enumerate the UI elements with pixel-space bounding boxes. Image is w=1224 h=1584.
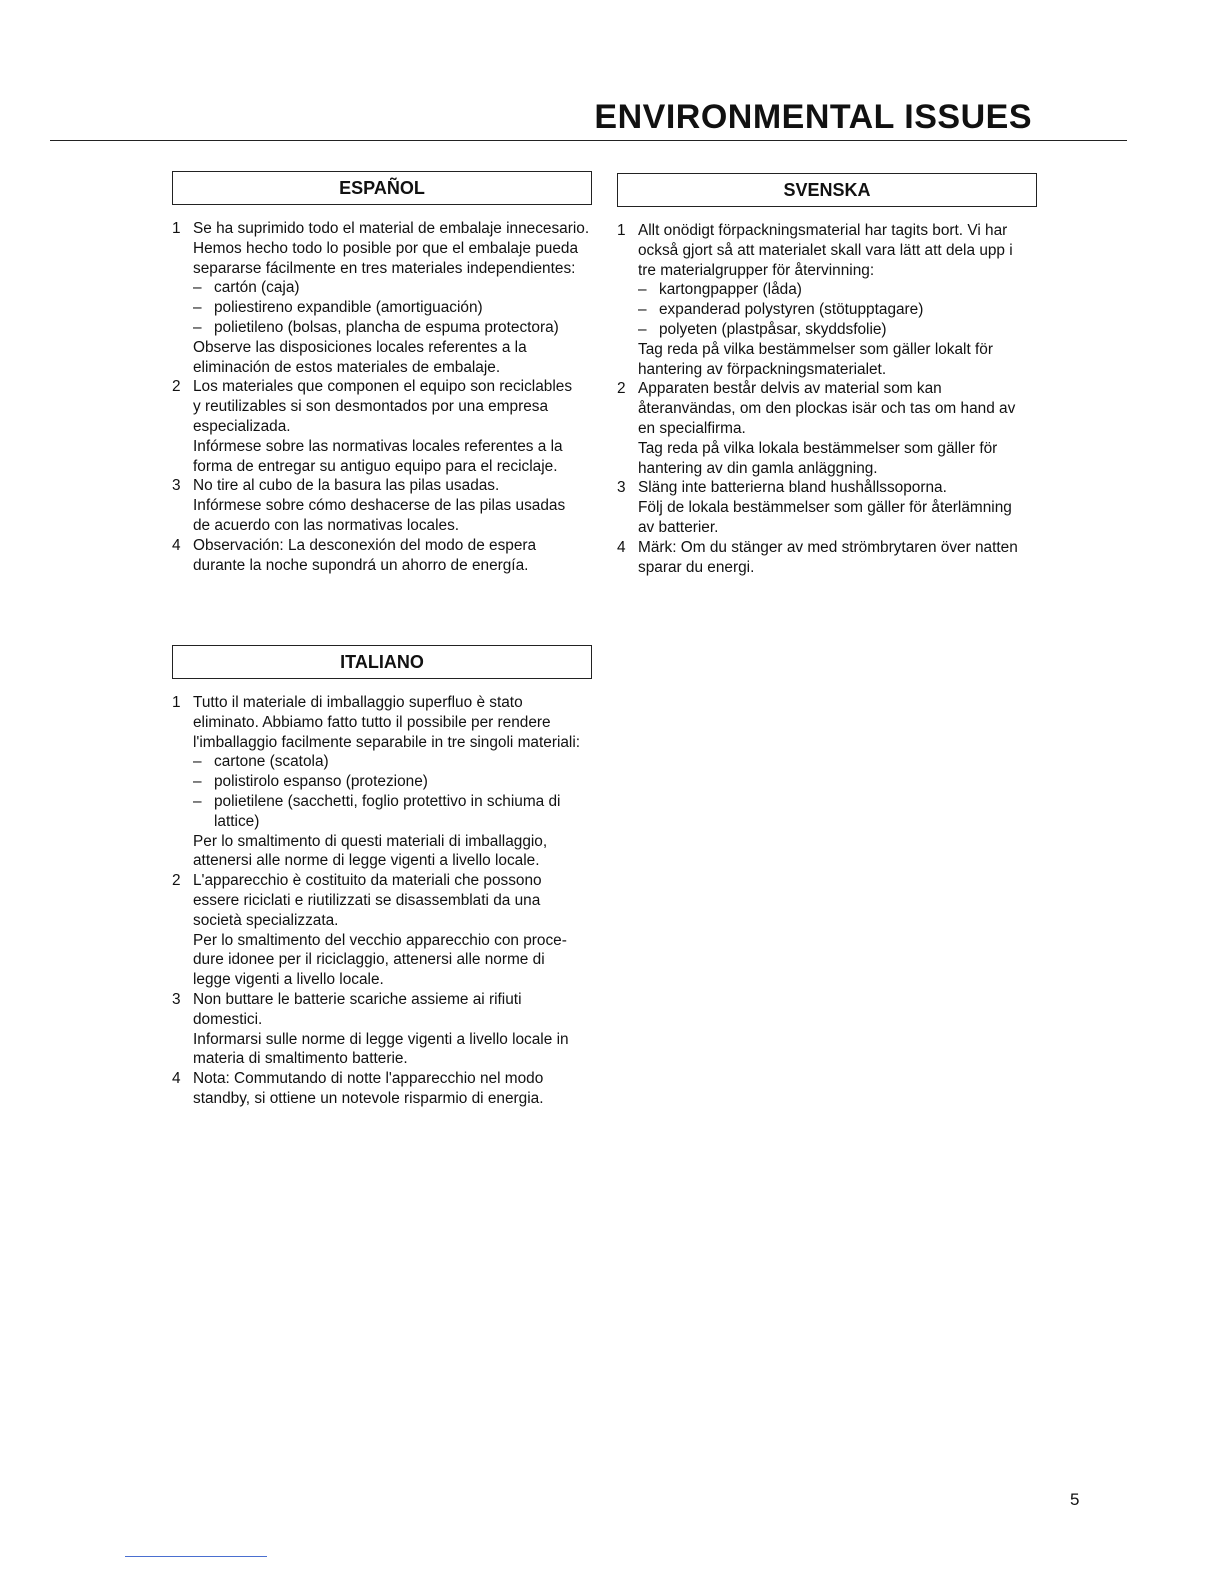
item-line: Per lo smaltimento del vecchio apparecchio con proce- xyxy=(193,931,567,949)
item-line: Informarsi sulle norme di legge vigenti a livello locale in xyxy=(193,1030,569,1048)
list-item xyxy=(172,990,592,1069)
dash-text: polietileno (bolsas, plancha de espuma protectora) xyxy=(214,318,559,336)
list-item xyxy=(617,538,1037,578)
item-number: 3 xyxy=(172,990,181,1008)
dash-text: poliestireno expandible (amortiguación) xyxy=(214,299,483,317)
section-svenska xyxy=(617,173,1037,577)
page-number: 5 xyxy=(1070,1490,1080,1509)
item-line: återanvändas, om den plockas isär och tas om hand av xyxy=(638,400,1016,418)
list-item xyxy=(172,871,592,990)
dash-text: kartongpapper (låda) xyxy=(659,281,802,299)
section-heading-svenska: SVENSKA xyxy=(617,173,1037,207)
item-line: Los materiales que componen el equipo son reciclables xyxy=(193,378,573,396)
item-line: standby, si ottiene un notevole risparmio di energia. xyxy=(193,1089,544,1107)
section-italiano xyxy=(172,645,592,1109)
item-line: sparar du energi. xyxy=(638,558,755,576)
dash-text: polyeten (plastpåsar, skyddsfolie) xyxy=(659,320,887,338)
item-line: Se ha suprimido todo el material de embalaje innecesario. xyxy=(193,220,590,237)
item-list xyxy=(617,221,1037,577)
item-line: en specialfirma. xyxy=(638,419,746,437)
dash-text: polistirolo espanso (protezione) xyxy=(214,773,428,791)
list-item xyxy=(617,221,1037,379)
dash-mark: – xyxy=(193,279,202,297)
item-number: 3 xyxy=(172,477,181,495)
dash-mark: – xyxy=(193,792,202,810)
item-line: l'imballaggio facilmente separabile in tre singoli materiali: xyxy=(193,733,581,751)
list-item xyxy=(617,379,1037,478)
page-title: ENVIRONMENTAL ISSUES xyxy=(594,98,1032,136)
dash-item xyxy=(638,320,1037,340)
item-number: 1 xyxy=(172,694,181,711)
item-body xyxy=(193,219,592,377)
item-line: Allt onödigt förpackningsmaterial har tagits bort. Vi har xyxy=(638,222,1008,239)
item-line: de acuerdo con las normativas locales. xyxy=(193,516,460,534)
item-line: Apparaten består delvis av material som kan xyxy=(638,380,942,398)
item-list xyxy=(172,219,592,575)
item-line: forma de entregar su antiguo equipo para el reciclaje. xyxy=(193,457,558,475)
item-line: eliminación de estos materiales de embalaje. xyxy=(193,358,501,376)
footer-rule xyxy=(125,1556,267,1557)
item-line: No tire al cubo de la basura las pilas usadas. xyxy=(193,477,500,495)
item-line: separarse fácilmente en tres materiales independientes: xyxy=(193,259,576,277)
dash-item xyxy=(193,298,592,318)
item-line: Följ de lokala bestämmelser som gäller för återlämning xyxy=(638,499,1012,517)
item-line: Observación: La desconexión del modo de espera xyxy=(193,536,537,554)
item-line: av batterier. xyxy=(638,518,719,536)
dash-text: cartone (scatola) xyxy=(214,753,329,771)
dash-item xyxy=(193,318,592,338)
list-item xyxy=(172,1069,592,1109)
dash-mark: – xyxy=(193,299,202,317)
item-line: tre materialgrupper för återvinning: xyxy=(638,261,875,279)
item-number: 4 xyxy=(172,536,181,554)
item-number: 1 xyxy=(617,222,626,239)
item-number: 2 xyxy=(617,380,626,398)
item-body xyxy=(193,536,592,576)
dash-item xyxy=(638,280,1037,300)
section-heading-italiano: ITALIANO xyxy=(172,645,592,679)
item-line: L'apparecchio è costituito da materiali che possono xyxy=(193,872,542,890)
item-line: Hemos hecho todo lo posible por que el embalaje pueda xyxy=(193,239,579,257)
list-item xyxy=(172,377,592,476)
item-number: 3 xyxy=(617,479,626,497)
dash-mark: – xyxy=(193,753,202,771)
section-espanol xyxy=(172,171,592,575)
item-line: especializada. xyxy=(193,417,291,435)
item-line: också gjort så att materialet skall vara lätt att dela upp i xyxy=(638,241,1013,259)
dash-text: polietilene (sacchetti, foglio protettivo in schiuma di lattice) xyxy=(214,792,561,830)
dash-item xyxy=(193,772,592,792)
item-line: dure idonee per il riciclaggio, attenersi alle norme di xyxy=(193,951,545,969)
section-heading-espanol: ESPAÑOL xyxy=(172,171,592,205)
item-line: società specializzata. xyxy=(193,911,339,929)
dash-mark: – xyxy=(193,773,202,791)
item-number: 1 xyxy=(172,220,181,237)
item-line: hantering av förpackningsmaterialet. xyxy=(638,360,887,378)
item-line: attenersi alle norme di legge vigenti a livello locale. xyxy=(193,852,540,870)
item-line: y reutilizables si son desmontados por una empresa xyxy=(193,398,549,416)
list-item xyxy=(172,693,592,871)
item-line: domestici. xyxy=(193,1010,263,1028)
item-line: hantering av din gamla anläggning. xyxy=(638,459,878,477)
dash-mark: – xyxy=(638,281,647,299)
dash-mark: – xyxy=(638,301,647,319)
dash-item xyxy=(193,792,592,832)
item-body xyxy=(193,693,592,871)
item-body xyxy=(193,1069,592,1109)
dash-item xyxy=(193,278,592,298)
list-item xyxy=(617,478,1037,537)
item-number: 2 xyxy=(172,378,181,396)
item-number: 4 xyxy=(617,538,626,556)
item-line: Märk: Om du stänger av med strömbrytaren över natten xyxy=(638,538,1018,556)
item-body xyxy=(193,990,592,1069)
dash-text: cartón (caja) xyxy=(214,279,300,297)
item-line: Tutto il materiale di imballaggio superfluo è stato xyxy=(193,694,523,711)
dash-mark: – xyxy=(638,320,647,338)
item-line: Infórmese sobre cómo deshacerse de las pilas usadas xyxy=(193,497,566,515)
item-body xyxy=(638,478,1037,537)
item-line: eliminato. Abbiamo fatto tutto il possibile per rendere xyxy=(193,713,551,731)
item-line: Observe las disposiciones locales referentes a la xyxy=(193,338,527,356)
dash-item xyxy=(193,752,592,772)
item-number: 2 xyxy=(172,872,181,890)
item-line: Non buttare le batterie scariche assieme ai rifiuti xyxy=(193,990,522,1008)
item-body xyxy=(193,377,592,476)
list-item xyxy=(172,536,592,576)
item-line: legge vigenti a livello locale. xyxy=(193,971,384,989)
item-line: Nota: Commutando di notte l'apparecchio nel modo xyxy=(193,1070,544,1088)
title-rule xyxy=(50,140,1127,141)
dash-text: expanderad polystyren (stötupptagare) xyxy=(659,301,924,319)
item-number: 4 xyxy=(172,1070,181,1088)
item-line: essere riciclati e riutilizzati se disassemblati da una xyxy=(193,891,541,909)
item-line: Per lo smaltimento di questi materiali di imballaggio, xyxy=(193,832,548,850)
item-line: materia di smaltimento batterie. xyxy=(193,1050,408,1068)
item-line: Tag reda på vilka bestämmelser som gäller lokalt för xyxy=(638,340,993,358)
list-item xyxy=(172,476,592,535)
dash-item xyxy=(638,300,1037,320)
item-body xyxy=(638,221,1037,379)
dash-mark: – xyxy=(193,318,202,336)
item-body xyxy=(638,538,1037,578)
item-line: durante la noche supondrá un ahorro de energía. xyxy=(193,556,529,574)
item-body xyxy=(193,476,592,535)
item-line: Tag reda på vilka lokala bestämmelser som gäller för xyxy=(638,439,998,457)
item-list xyxy=(172,693,592,1109)
item-body xyxy=(193,871,592,990)
item-line: Infórmese sobre las normativas locales referentes a la xyxy=(193,437,563,455)
item-body xyxy=(638,379,1037,478)
list-item xyxy=(172,219,592,377)
item-line: Släng inte batterierna bland hushållssoporna. xyxy=(638,479,947,497)
